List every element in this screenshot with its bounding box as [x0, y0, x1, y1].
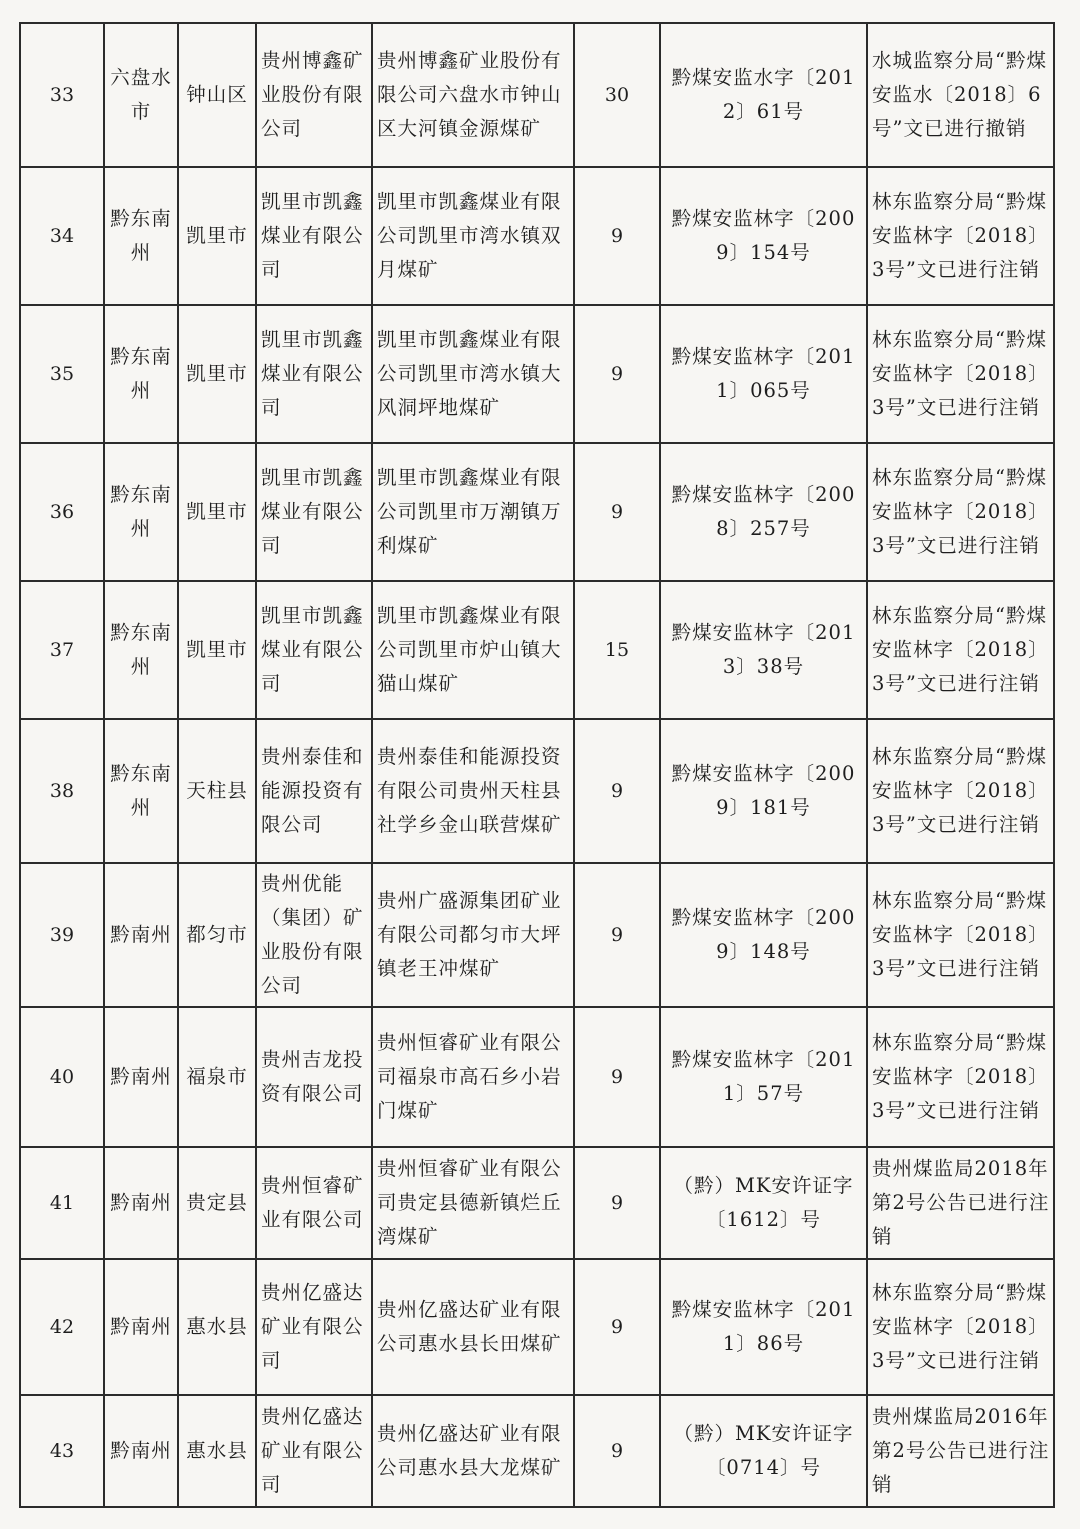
table-row: [20, 719, 1054, 863]
company-cell: 凯里市凯鑫煤业有限公司: [256, 167, 372, 305]
county-cell: 凯里市: [178, 305, 256, 443]
row-number: 40: [20, 1007, 104, 1147]
county-cell: 福泉市: [178, 1007, 256, 1147]
county-cell: 惠水县: [178, 1395, 256, 1507]
table-row: [20, 1007, 1054, 1147]
table-row: [20, 167, 1054, 305]
company-cell: 贵州亿盛达矿业有限公司: [256, 1259, 372, 1395]
city-cell: 黔南州: [104, 1259, 178, 1395]
document-number-cell: 黔煤安监林字〔2009〕148号: [660, 863, 867, 1007]
remark-cell: 林东监察分局“黔煤安监林字〔2018〕3号”文已进行注销: [867, 305, 1054, 443]
capacity-cell: 9: [574, 305, 660, 443]
remark-cell: 林东监察分局“黔煤安监林字〔2018〕3号”文已进行注销: [867, 719, 1054, 863]
row-number: 36: [20, 443, 104, 581]
capacity-cell: 9: [574, 863, 660, 1007]
company-cell: 凯里市凯鑫煤业有限公司: [256, 305, 372, 443]
document-number-cell: （黔）MK安许证字〔1612〕号: [660, 1147, 867, 1259]
table-row: [20, 581, 1054, 719]
table-row: [20, 1259, 1054, 1395]
capacity-cell: 30: [574, 23, 660, 167]
capacity-cell: 9: [574, 443, 660, 581]
table-row: [20, 1395, 1054, 1507]
company-cell: 凯里市凯鑫煤业有限公司: [256, 581, 372, 719]
company-cell: 贵州恒睿矿业有限公司: [256, 1147, 372, 1259]
mine-name-cell: 贵州恒睿矿业有限公司福泉市高石乡小岩门煤矿: [372, 1007, 574, 1147]
city-cell: 黔东南州: [104, 443, 178, 581]
company-cell: 贵州泰佳和能源投资有限公司: [256, 719, 372, 863]
row-number: 35: [20, 305, 104, 443]
county-cell: 都匀市: [178, 863, 256, 1007]
document-number-cell: 黔煤安监林字〔2011〕86号: [660, 1259, 867, 1395]
capacity-cell: 9: [574, 167, 660, 305]
remark-cell: 林东监察分局“黔煤安监林字〔2018〕3号”文已进行注销: [867, 581, 1054, 719]
remark-cell: 贵州煤监局2016年第2号公告已进行注销: [867, 1395, 1054, 1507]
row-number: 41: [20, 1147, 104, 1259]
county-cell: 凯里市: [178, 443, 256, 581]
table-row: [20, 305, 1054, 443]
company-cell: 贵州优能（集团）矿业股份有限公司: [256, 863, 372, 1007]
remark-cell: 贵州煤监局2018年第2号公告已进行注销: [867, 1147, 1054, 1259]
table-row: [20, 863, 1054, 1007]
mine-name-cell: 贵州广盛源集团矿业有限公司都匀市大坪镇老王冲煤矿: [372, 863, 574, 1007]
capacity-cell: 9: [574, 1259, 660, 1395]
company-cell: 贵州博鑫矿业股份有限公司: [256, 23, 372, 167]
mine-name-cell: 凯里市凯鑫煤业有限公司凯里市万潮镇万利煤矿: [372, 443, 574, 581]
company-cell: 凯里市凯鑫煤业有限公司: [256, 443, 372, 581]
city-cell: 六盘水市: [104, 23, 178, 167]
county-cell: 凯里市: [178, 581, 256, 719]
document-number-cell: 黔煤安监林字〔2009〕154号: [660, 167, 867, 305]
mine-name-cell: 贵州恒睿矿业有限公司贵定县德新镇烂丘湾煤矿: [372, 1147, 574, 1259]
company-cell: 贵州吉龙投资有限公司: [256, 1007, 372, 1147]
mine-name-cell: 贵州亿盛达矿业有限公司惠水县长田煤矿: [372, 1259, 574, 1395]
table-body: [20, 23, 1054, 1507]
mine-name-cell: 凯里市凯鑫煤业有限公司凯里市炉山镇大猫山煤矿: [372, 581, 574, 719]
document-number-cell: 黔煤安监林字〔2008〕257号: [660, 443, 867, 581]
capacity-cell: 15: [574, 581, 660, 719]
city-cell: 黔东南州: [104, 719, 178, 863]
document-number-cell: （黔）MK安许证字〔0714〕号: [660, 1395, 867, 1507]
mine-name-cell: 贵州博鑫矿业股份有限公司六盘水市钟山区大河镇金源煤矿: [372, 23, 574, 167]
row-number: 43: [20, 1395, 104, 1507]
company-cell: 贵州亿盛达矿业有限公司: [256, 1395, 372, 1507]
county-cell: 天柱县: [178, 719, 256, 863]
city-cell: 黔南州: [104, 1007, 178, 1147]
document-number-cell: 黔煤安监林字〔2011〕065号: [660, 305, 867, 443]
capacity-cell: 9: [574, 1147, 660, 1259]
row-number: 42: [20, 1259, 104, 1395]
document-number-cell: 黔煤安监林字〔2011〕57号: [660, 1007, 867, 1147]
city-cell: 黔东南州: [104, 581, 178, 719]
city-cell: 黔南州: [104, 1147, 178, 1259]
row-number: 39: [20, 863, 104, 1007]
capacity-cell: 9: [574, 1007, 660, 1147]
county-cell: 贵定县: [178, 1147, 256, 1259]
coal-mine-table: [19, 22, 1055, 1508]
document-number-cell: 黔煤安监林字〔2009〕181号: [660, 719, 867, 863]
city-cell: 黔东南州: [104, 305, 178, 443]
document-number-cell: 黔煤安监水字〔2012〕61号: [660, 23, 867, 167]
mine-name-cell: 凯里市凯鑫煤业有限公司凯里市湾水镇大风洞坪地煤矿: [372, 305, 574, 443]
county-cell: 凯里市: [178, 167, 256, 305]
capacity-cell: 9: [574, 1395, 660, 1507]
county-cell: 惠水县: [178, 1259, 256, 1395]
table-row: [20, 23, 1054, 167]
row-number: 38: [20, 719, 104, 863]
city-cell: 黔东南州: [104, 167, 178, 305]
remark-cell: 林东监察分局“黔煤安监林字〔2018〕3号”文已进行注销: [867, 1259, 1054, 1395]
remark-cell: 林东监察分局“黔煤安监林字〔2018〕3号”文已进行注销: [867, 863, 1054, 1007]
row-number: 34: [20, 167, 104, 305]
county-cell: 钟山区: [178, 23, 256, 167]
city-cell: 黔南州: [104, 863, 178, 1007]
mine-name-cell: 凯里市凯鑫煤业有限公司凯里市湾水镇双月煤矿: [372, 167, 574, 305]
capacity-cell: 9: [574, 719, 660, 863]
remark-cell: 水城监察分局“黔煤安监水〔2018〕6号”文已进行撤销: [867, 23, 1054, 167]
document-number-cell: 黔煤安监林字〔2013〕38号: [660, 581, 867, 719]
table-row: [20, 1147, 1054, 1259]
remark-cell: 林东监察分局“黔煤安监林字〔2018〕3号”文已进行注销: [867, 167, 1054, 305]
city-cell: 黔南州: [104, 1395, 178, 1507]
row-number: 37: [20, 581, 104, 719]
remark-cell: 林东监察分局“黔煤安监林字〔2018〕3号”文已进行注销: [867, 1007, 1054, 1147]
mine-name-cell: 贵州泰佳和能源投资有限公司贵州天柱县社学乡金山联营煤矿: [372, 719, 574, 863]
mine-name-cell: 贵州亿盛达矿业有限公司惠水县大龙煤矿: [372, 1395, 574, 1507]
row-number: 33: [20, 23, 104, 167]
table-row: [20, 443, 1054, 581]
remark-cell: 林东监察分局“黔煤安监林字〔2018〕3号”文已进行注销: [867, 443, 1054, 581]
